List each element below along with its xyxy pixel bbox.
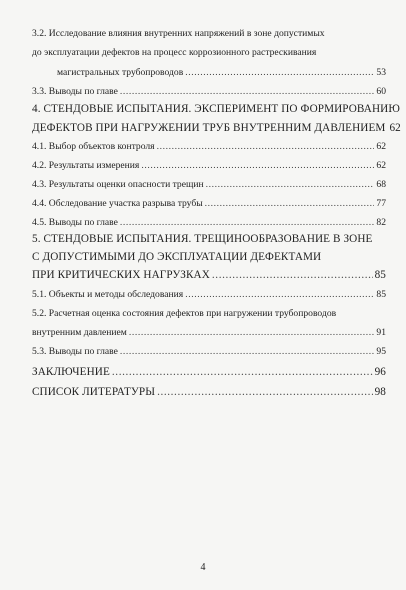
toc-entry-text: 4.5. Выводы по главе: [32, 217, 118, 228]
toc-page-number: 85: [374, 269, 386, 281]
leader-dots: [212, 268, 373, 282]
toc-entry-references: [32, 385, 386, 399]
toc-page-number: 62: [389, 122, 401, 134]
leader-dots: [120, 346, 375, 358]
toc-chapter-5-line3: [32, 268, 386, 282]
toc-entry-5-1: [32, 289, 386, 301]
toc-entry-4-2: [32, 160, 386, 172]
toc-entry-4-3: [32, 179, 386, 191]
toc-entry-5-2-line2: [32, 327, 386, 339]
leader-dots: [112, 365, 373, 379]
toc-entry-3-2-line3: [57, 67, 386, 79]
leader-dots: [141, 160, 374, 172]
leader-dots: [157, 385, 373, 399]
toc-entry-text: 5.1. Объекты и методы обследования: [32, 289, 184, 300]
toc-entry-4-4: [32, 198, 386, 210]
toc-entry-text: ПРИ КРИТИЧЕСКИХ НАГРУЗКАХ: [32, 269, 210, 281]
toc-entry-text: СПИСОК ЛИТЕРАТУРЫ: [32, 386, 156, 398]
toc-entry-5-3: [32, 346, 386, 358]
toc-entry-text: 3.3. Выводы по главе: [32, 86, 118, 97]
toc-entry-conclusion: [32, 365, 386, 379]
leader-dots: [157, 141, 375, 153]
toc-page-number: 91: [376, 327, 386, 338]
toc-page-number: 95: [376, 346, 386, 357]
leader-dots: [120, 217, 375, 229]
toc-page-number: 85: [376, 289, 386, 300]
page-number: 4: [200, 562, 206, 573]
toc-entry-text: ДЕФЕКТОВ ПРИ НАГРУЖЕНИИ ТРУБ ВНУТРЕННИМ ДАВЛЕНИЕМ: [32, 122, 386, 134]
toc-chapter-4-line1: 4. СТЕНДОВЫЕ ИСПЫТАНИЯ. ЭКСПЕРИМЕНТ ПО ФОРМИРОВАНИЮ: [32, 103, 400, 115]
toc-page-number: 53: [376, 67, 386, 78]
toc-entry-3-2-line1: 3.2. Исследование влияния внутренних напряжений в зоне допустимых: [32, 28, 325, 39]
toc-entry-text: 4.3. Результаты оценки опасности трещин: [32, 179, 204, 190]
toc-entry-5-2-line1: 5.2. Расчетная оценка состояния дефектов при нагружении трубопроводов: [32, 308, 337, 319]
toc-entry-4-5: [32, 217, 386, 229]
toc-entry-text: 4.4. Обследование участка разрыва трубы: [32, 198, 203, 209]
toc-page-number: 98: [374, 386, 386, 398]
leader-dots: [129, 327, 375, 339]
toc-chapter-5-line2: С ДОПУСТИМЫМИ ДО ЭКСПЛУАТАЦИИ ДЕФЕКТАМИ: [32, 251, 322, 263]
leader-dots: [205, 198, 375, 210]
toc-entry-text: магистральных трубопроводов: [57, 67, 184, 78]
toc-page-number: 82: [376, 217, 386, 228]
toc-entry-text: 4.1. Выбор объектов контроля: [32, 141, 155, 152]
toc-page-number: 77: [376, 198, 386, 209]
toc-entry-text: внутренним давлением: [32, 327, 127, 338]
toc-entry-text: ЗАКЛЮЧЕНИЕ: [32, 366, 110, 378]
toc-chapter-5-line1: 5. СТЕНДОВЫЕ ИСПЫТАНИЯ. ТРЕЩИНООБРАЗОВАНИЕ В ЗОНЕ: [32, 233, 373, 245]
leader-dots: [185, 289, 374, 301]
toc-entry-text: 5.3. Выводы по главе: [32, 346, 118, 357]
leader-dots: [206, 179, 375, 191]
toc-page-number: 68: [376, 179, 386, 190]
toc-entry-text: 4.2. Результаты измерения: [32, 160, 140, 171]
toc-chapter-4-line2: [32, 121, 401, 135]
leader-dots: [185, 67, 374, 79]
toc-entry-3-3: [32, 86, 386, 98]
toc-page-number: 96: [374, 366, 386, 378]
toc-entry-3-2-line2: до эксплуатации дефектов на процесс коррозионного растрескивания: [32, 47, 317, 58]
toc-page-number: 62: [376, 141, 386, 152]
leader-dots: [120, 86, 375, 98]
toc-page-number: 60: [376, 86, 386, 97]
toc-page-number: 62: [376, 160, 386, 171]
toc-entry-4-1: [32, 141, 386, 153]
